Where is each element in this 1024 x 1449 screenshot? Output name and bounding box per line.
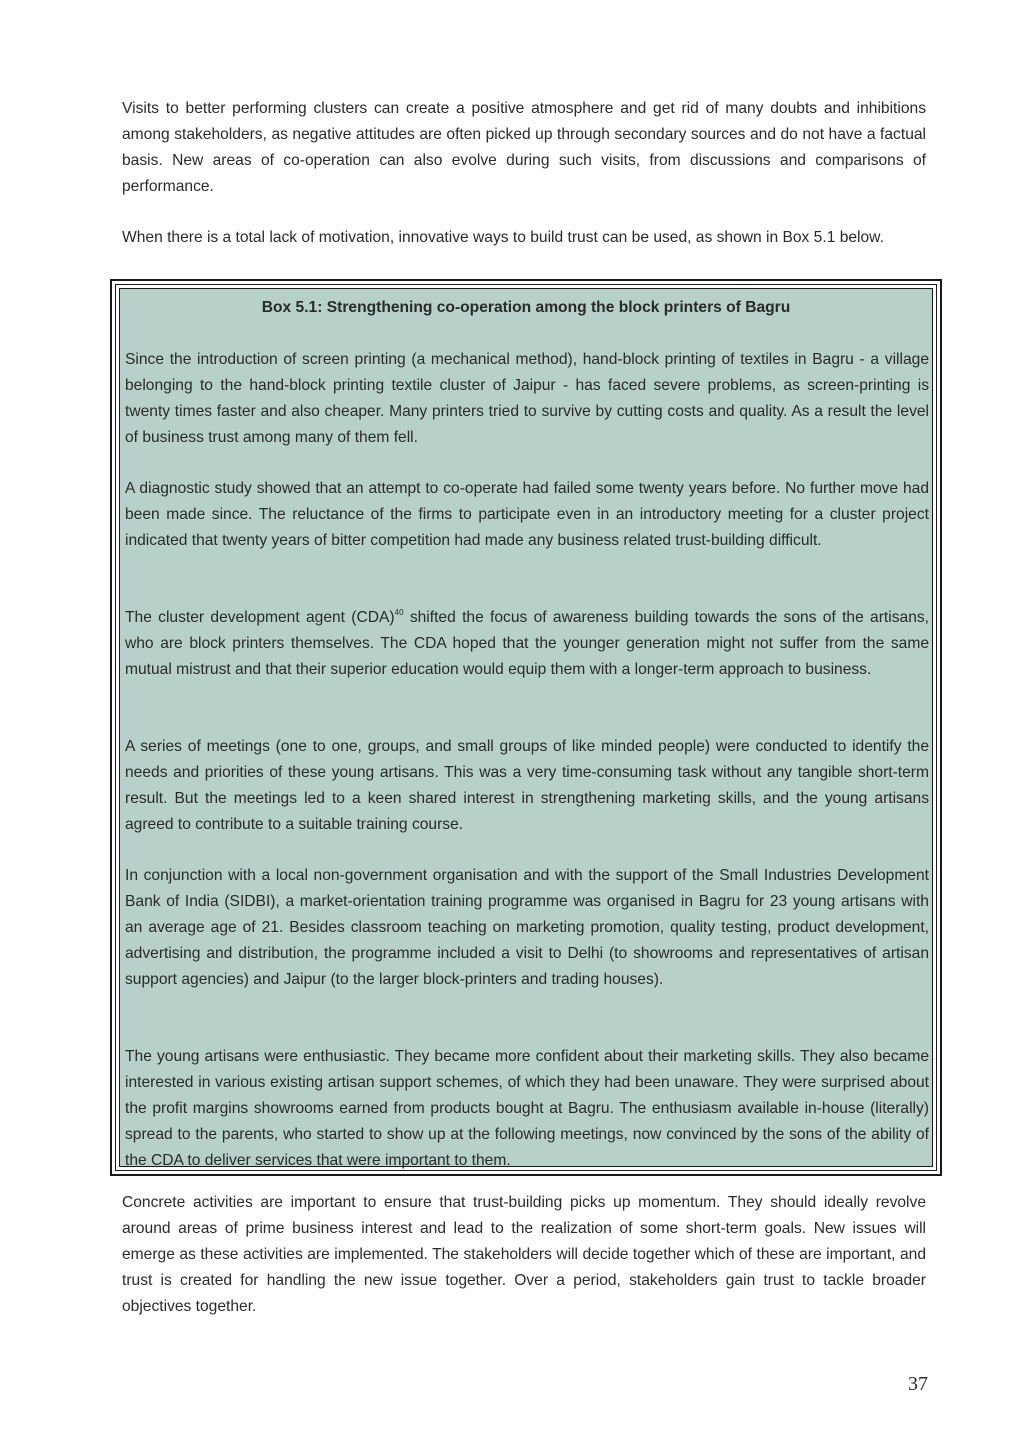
case-study-box-body [119,288,933,1167]
box-paragraph-cda-start: The cluster development agent (CDA) [125,609,395,626]
box-paragraph-diagnostic-study: A diagnostic study showed that an attempt to co-operate had failed some twenty years before. No further move had been made since. The reluctance of the firms to participate even in an introductory meeting for a cluster project indicated that twenty years of bitter competition had made any business related trust-building difficult. [125,480,929,549]
box-paragraph-cda-rest: shifted the focus of awareness building towards the sons of the artisans, who are block printers themselves. The CDA hoped that the younger generation might not suffer from the same mutual mistrust and that their superior education would equip them with a longer-term approach to business. [125,609,929,678]
box-title: Box 5.1: Strengthening co-operation among the block printers of Bagru [261,299,791,316]
case-study-box [110,279,942,1176]
box-paragraph-cda-focus [125,605,929,683]
box-paragraph-training-programme: In conjunction with a local non-government organisation and with the support of the Small Industries Development Bank of India (SIDBI), a market-orientation training programme was organised in Bagru for 23 young artisans with an average age of 21. Besides classroom teaching on marketing promotion, quality testing, product development, advertising and distribution, the programme included a visit to Delhi (to showrooms and representatives of artisan support agencies) and Jaipur (to the larger block-printers and trading houses). [125,867,929,988]
case-study-box-frame [115,284,937,1171]
footnote-marker: 40 [394,608,404,617]
intro-paragraph-visits: Visits to better performing clusters can create a positive atmosphere and get rid of many doubts and inhibitions among stakeholders, as negative attitudes are often picked up through secondary sources and do not have a factual basis. New areas of co-operation can also evolve during such visits, from discussions and comparisons of performance. [122,100,926,195]
box-paragraph-outcome: The young artisans were enthusiastic. They became more confident about their marketing skills. They also became interested in various existing artisan support schemes, of which they had been unaware. They were surprised about the profit margins showrooms earned from products bought at Bagru. The enthusiasm available in-house (literally) spread to the parents, who started to show up at the following meetings, now convinced by the sons of the ability of the CDA to deliver services that were important to them. [125,1048,929,1169]
intro-paragraph-motivation: When there is a total lack of motivation, innovative ways to build trust can be used, as shown in Box 5.1 below. [122,229,884,246]
closing-paragraph: Concrete activities are important to ensure that trust-building picks up momentum. They should ideally revolve around areas of prime business interest and lead to the realization of some short-term goals. New issues will emerge as these activities are implemented. The stakeholders will decide together which of these are important, and trust is created for handling the new issue together. Over a period, stakeholders gain trust to tackle broader objectives together. [122,1194,926,1315]
page-number: 37 [908,1373,928,1395]
box-paragraph-meetings: A series of meetings (one to one, groups, and small groups of like minded people) were conducted to identify the needs and priorities of these young artisans. This was a very time-consuming task without any tangible short-term result. But the meetings led to a keen shared interest in strengthening marketing skills, and the young artisans agreed to contribute to a suitable training course. [125,738,929,833]
box-paragraph-screen-printing: Since the introduction of screen printing (a mechanical method), hand-block printing of textiles in Bagru - a village belonging to the hand-block printing textile cluster of Jaipur - has faced severe problems, as screen-printing is twenty times faster and also cheaper. Many printers tried to survive by cutting costs and quality. As a result the level of business trust among many of them fell. [125,351,929,446]
